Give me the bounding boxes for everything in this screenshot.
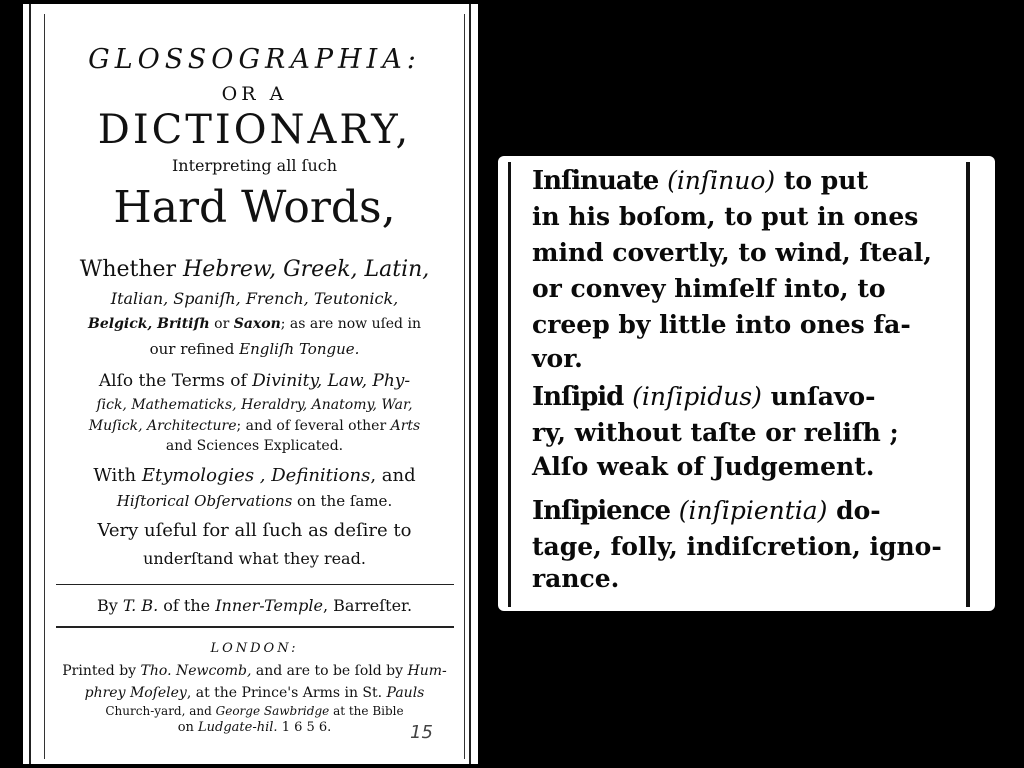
definition-line: in his boſom, to put in ones [532,202,919,231]
definition-line: or convey himſelf into, to [532,274,886,303]
entry-insipid: Inſipid (inſipidus) unſavo- [532,382,876,412]
imprint-line-1: Printed by Tho. Newcomb, and are to be ſold by Hum- [62,663,447,679]
title-page-image [23,4,478,764]
explicated-line: and Sciences Explicated. [165,438,344,454]
understand-line: underſtand what they read. [143,549,366,568]
divider-upper [56,584,454,585]
headword-insipience: Inſipience [532,496,671,526]
entry-insinuate: Inſinuate (inſinuo) to put [532,166,869,196]
definition-line: creep by little into ones fa- [532,310,911,339]
outer-rule-right [469,4,471,764]
imprint-line-3: Church-yard, and George Sawbridge at the Bible [105,704,404,718]
divider-lower [56,626,454,628]
languages-line: Italian, Spaniſh, French, Teutonick, [110,289,399,308]
definition-line: rance. [532,564,620,593]
definition-line: ry, without taſte or reliſh ; [532,418,899,447]
definition-line: mind covertly, to wind, ſteal, [532,238,933,267]
title-glossographia: GLOSSOGRAPHIA: [88,44,421,75]
column-rule-left [508,162,511,607]
outer-rule-left [29,4,31,764]
author-line: By T. B. of the Inner-Temple, Barreſter. [96,596,413,615]
sciences-list-line: ſick, Mathematicks, Heraldry, Anatomy, War, [96,397,413,413]
headword-insipid: Inſipid [532,382,624,412]
entry-insipience: Inſipience (inſipientia) do- [532,496,881,526]
title-or-a: OR A [221,83,288,105]
also-terms-line: Alſo the Terms of Divinity, Law, Phy- [98,371,411,391]
useful-line: Very uſeful for all ſuch as deſire to [97,520,412,541]
definition-line: vor. [532,344,583,373]
belgick-line: Belgick, Britiſh or Saxon; as are now uſed in [88,316,421,332]
refined-line: our refined Engliſh Tongue. [149,340,360,358]
headword-insinuate: Inſinuate [532,166,659,196]
whether-line: Whether Hebrew, Greek, Latin, [79,257,430,282]
title-hard-words: Hard Words, [113,182,396,233]
historical-line: Hiſtorical Obſervations on the ſame. [116,492,393,510]
imprint-line-2: phrey Moſeley, at the Prince's Arms in St. Pauls [84,685,425,701]
column-rule-right [966,162,970,607]
definition-line: tage, folly, indiſcretion, igno- [532,532,942,561]
imprint-line-4: on Ludgate-hil. 1 6 5 6. [177,720,332,735]
imprint-london: LONDON: [210,641,299,656]
etymologies-line: With Etymologies , Definitions, and [93,465,416,486]
musick-line: Muſick, Architecture; and of ſeveral other Arts [88,418,421,434]
title-dictionary: DICTIONARY, [97,107,412,153]
handwritten-mark: 15 [410,722,433,743]
title-interpreting: Interpreting all ſuch [171,156,338,175]
dictionary-excerpt-image [498,156,995,611]
definition-line: Alſo weak of Judgement. [532,452,875,481]
